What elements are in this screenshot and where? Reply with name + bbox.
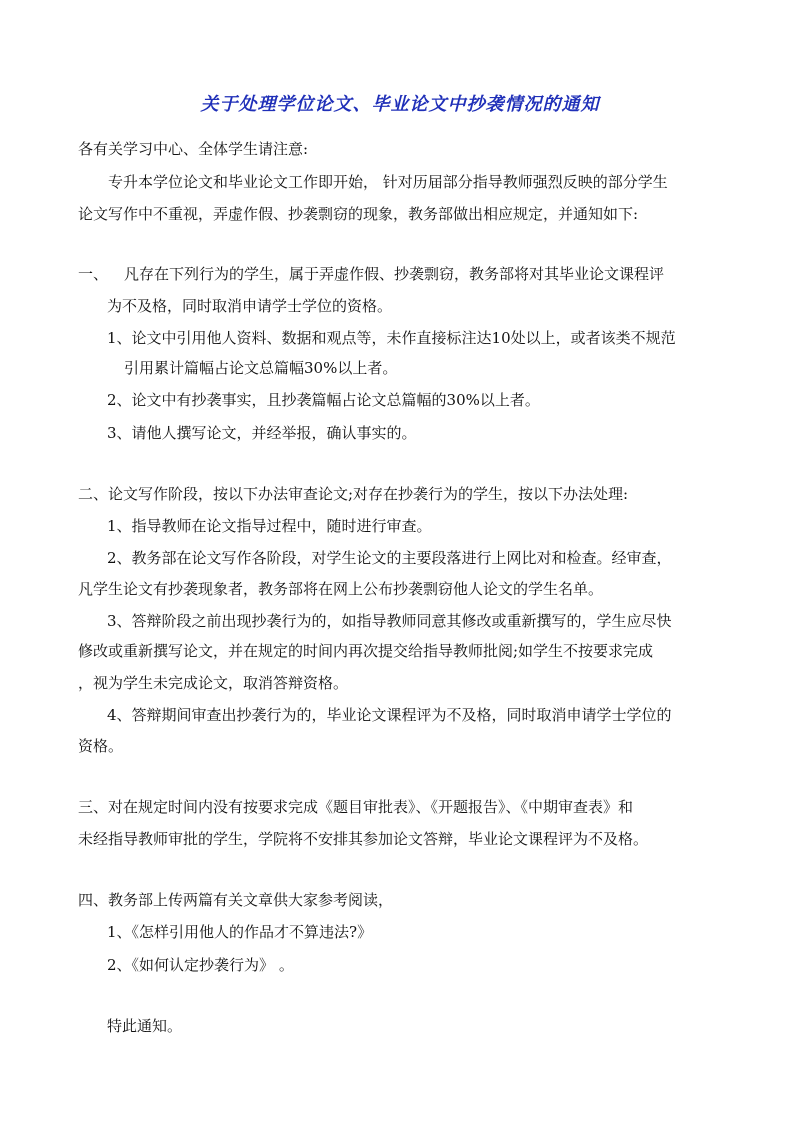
section-4-item: 1、《怎样引用他人的作品才不算违法?》 [107,923,373,941]
section-1-heading-line: 为不及格，同时取消申请学士学位的资格。 [107,297,393,315]
section-3-line: 三、对在规定时间内没有按要求完成《题目审批表》、《开题报告》、《中期审查表》和 [78,798,634,816]
section-1-heading-line: 凡存在下列行为的学生，属于弄虚作假、抄袭剽窃，教务部将对其毕业论文课程评 [124,265,665,283]
closing-text: 特此通知。 [107,1017,183,1035]
section-1-item: 2、论文中有抄袭事实，且抄袭篇幅占论文总篇幅的30%以上者。 [107,391,540,409]
section-2-item-line: 2、教务部在论文写作各阶段，对学生论文的主要段落进行上网比对和检查。经审查， [107,549,672,567]
intro-paragraph-line: 论文写作中不重视，弄虚作假、抄袭剽窃的现象，教务部做出相应规定，并通知如下: [78,205,639,223]
section-2-item-line: 资格。 [78,737,124,755]
section-2-item-line: 凡学生论文有抄袭现象者，教务部将在网上公布抄袭剽窃他人论文的学生名单。 [78,580,604,598]
section-2-item-line: 3、答辩阶段之前出现抄袭行为的，如指导教师同意其修改或重新撰写的，学生应尽快 [107,612,672,630]
salutation: 各有关学习中心、全体学生请注意: [78,140,309,158]
section-2-item: 1、指导教师在论文指导过程中，随时进行审查。 [107,517,432,535]
section-1-item-line: 1、论文中引用他人资料、数据和观点等，未作直接标注达10处以上，或者该类不规范 [107,329,676,347]
section-4-heading: 四、教务部上传两篇有关文章供大家参考阅读， [78,891,394,909]
section-1-item-line: 引用累计篇幅占论文总篇幅30%以上者。 [124,359,398,377]
section-3-line: 未经指导教师审批的学生，学院将不安排其参加论文答辩，毕业论文课程评为不及格。 [78,830,649,848]
section-2-heading: 二、论文写作阶段，按以下办法审查论文;对存在抄袭行为的学生，按以下办法处理: [78,485,629,503]
intro-paragraph-line: 专升本学位论文和毕业论文工作即开始， 针对历届部分指导教师强烈反映的部分学生 [108,173,668,191]
section-4-item: 2、《如何认定抄袭行为》 。 [107,956,294,974]
section-2-item-line: ，视为学生未完成论文，取消答辩资格。 [78,674,349,692]
section-1-item: 3、请他人撰写论文，并经举报，确认事实的。 [107,424,417,442]
section-2-item-line: 修改或重新撰写论文，并在规定的时间内再次提交给指导教师批阅;如学生不按要求完成 [78,642,654,660]
section-1-number: 一、 [78,265,109,283]
section-2-item-line: 4、答辩期间审查出抄袭行为的，毕业论文课程评为不及格，同时取消申请学士学位的 [107,706,672,724]
document-title: 关于处理学位论文、毕业论文中抄袭情况的通知 [200,94,600,115]
